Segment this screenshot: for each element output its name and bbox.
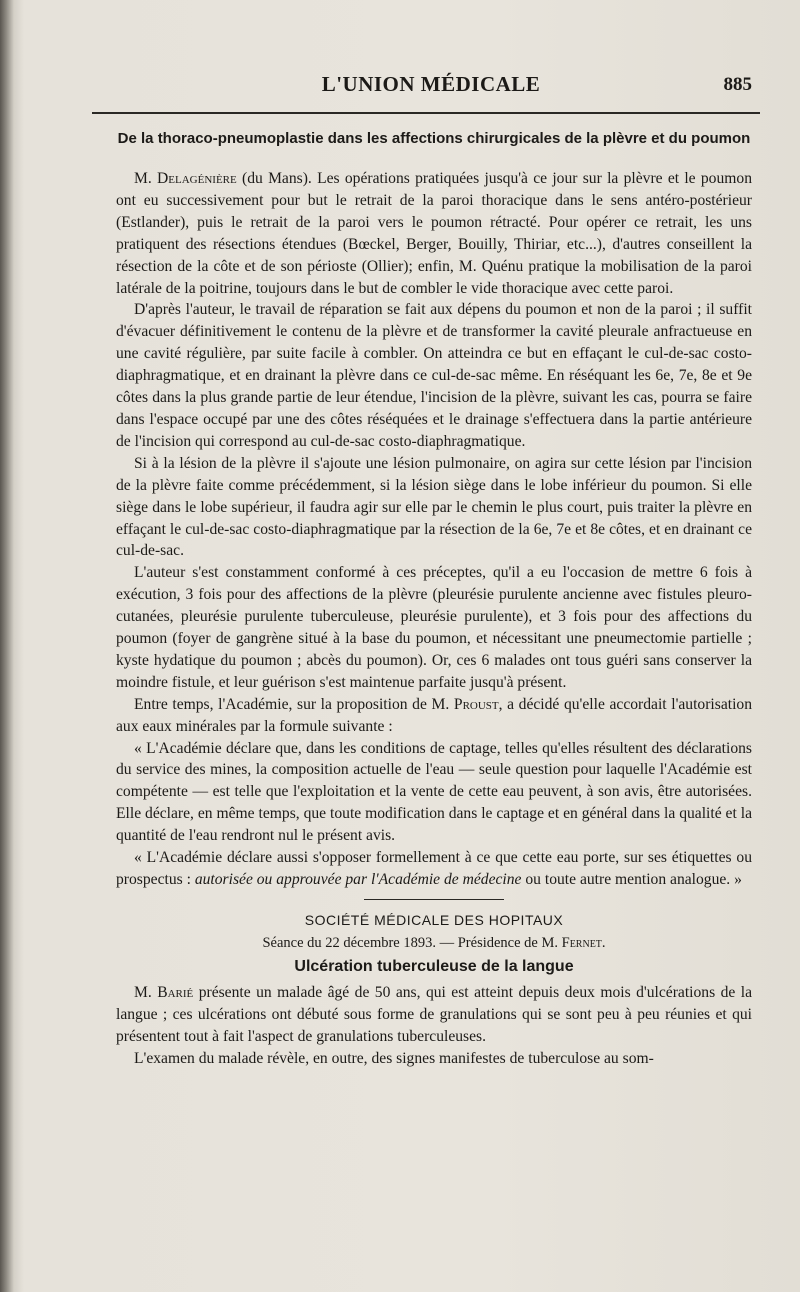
section-heading: SOCIÉTÉ MÉDICALE DES HOPITAUX (304, 911, 564, 928)
seance-text: Séance du 22 décembre 1893. — Présidence de M. (262, 934, 562, 951)
page-number: 885 (723, 74, 752, 95)
paragraph-text: ou toute autre mention analogue. » (521, 871, 742, 888)
article-paragraph-7 (116, 847, 752, 891)
society-paragraph-2: L'examen du malade révèle, en outre, des signes manifestes de tuberculose au som- (134, 1049, 654, 1067)
paragraph-text: (du Mans). Les opérations pratiquées jusqu'à ce jour sur la plèvre et le poumon ont eu successivement pour but le retrait de la paroi thoracique dans le sens antéro-postérieur (Estlander), puis le retrait de la paroi vers le poumon rétracté. Pour opérer ce retrait, les uns pratiquent des résections étendues (Bœckel, Berger, Bouilly, Thiriar, etc...), d'autres conseillent la résection de la côte et de son périoste (Ollier); enfin, M. Quénu pratique la mobilisation de la paroi latérale de la poitrine, toujours dans le but de combler le vide thoracique avec cette paroi. (116, 170, 752, 297)
article-title: De la thoraco-pneumoplastie dans les affections chirurgicales de la plèvre et du poumon (117, 130, 751, 147)
article-paragraph-1 (116, 168, 752, 299)
article-paragraph-4: L'auteur s'est constamment conformé à ces préceptes, qu'il a eu l'occasion de mettre 6 fois à exécution, 3 fois pour des affections de la plèvre (pleurésie purulente ancienne avec fistules pleuro-cutanées, pleurésie purulente tuberculeuse, pleurésie purulente), et 3 fois pour des affections du poumon (foyer de gangrène situé à la base du poumon, et nécessitant une pneumectomie partielle ; kyste hydatique du poumon ; abcès du poumon). Or, ces 6 malades ont tous guéri sans conserver la moindre fistule, et leur guérison s'est maintenue parfaite jusqu'à présent. (116, 564, 752, 691)
header-rule (92, 112, 760, 114)
paragraph-text: « L'Académie déclare aussi s'opposer formellement à ce que cette eau porte, sur ses étiquettes ou prospectus : (116, 849, 752, 888)
quoted-mention: autorisée ou approuvée par l'Académie de médecine (194, 871, 522, 888)
page-body (116, 128, 752, 1070)
journal-title: L'UNION MÉDICALE (321, 72, 541, 96)
author-name: M. Delagénière (134, 170, 237, 187)
paragraph-text: Entre temps, l'Académie, sur la proposition de M. (134, 695, 454, 713)
article-paragraph-2: D'après l'auteur, le travail de réparation se fait aux dépens du poumon et non de la paroi ; il suffit d'évacuer définitivement le contenu de la plèvre et de transformer la cavité pleurale anfractueuse en une cavité régulière, par suite facile à combler. On atteindra ce but en effaçant le cul-de-sac costo-diaphragmatique, et en drainant la plèvre dans ce cul-de-sac même. En réséquant les 6e, 7e, 8e et 9e côtes dans la plus grande partie de leur étendue, l'incision de la plèvre, suivant les cas, pourra se faire dans l'espace occupé par une des côtes réséquées et le drainage s'effectuera dans la partie antérieure de l'incision qui correspond au cul-de-sac costo-diaphragmatique. (116, 301, 752, 450)
president-name: Fernet (561, 934, 602, 951)
paragraph-text: présente un malade âgé de 50 ans, qui est atteint depuis deux mois d'ulcérations de la langue ; ces ulcérations ont débuté sous forme de granulations qui se sont peu à peu réunies et qui présentent tout à fait l'aspect de granulations tuberculeuses. (116, 983, 752, 1045)
person-name: Proust (453, 695, 499, 713)
paragraph-text: , a décidé qu'elle accordait l'autorisation aux eaux minérales par la formule suivante : (116, 695, 753, 735)
section-separator (364, 899, 504, 900)
running-head (110, 72, 752, 102)
presenter-name: M. Barié (134, 983, 194, 1001)
society-paragraph-1 (116, 982, 752, 1048)
article-paragraph-6: « L'Académie déclare que, dans les conditions de captage, telles qu'elles résultent des déclarations du service des mines, la composition actuelle de l'eau — seule question pour laquelle l'Académie est compétente — est telle que l'exploitation et la vente de cette eau peuvent, à son avis, être autorisées. Elle déclare, en même temps, que toute modification dans le captage et en général dans la qualité et la quantité de l'eau rendront nul le présent avis. (116, 739, 752, 845)
section-subtitle: Ulcération tuberculeuse de la langue (294, 957, 574, 975)
article-paragraph-5 (116, 694, 752, 738)
seance-line (116, 932, 752, 954)
article-paragraph-3: Si à la lésion de la plèvre il s'ajoute une lésion pulmonaire, on agira sur cette lésion par l'incision de la plèvre faite comme précédemment, si la lésion siège dans le lobe inférieur du poumon. Si elle siège dans le lobe supérieur, il faudra agir sur elle par le chemin le plus court, puis traiter la plèvre en effaçant le cul-de-sac costo-diaphragmatique par la résection de la 6e, 7e et 8e côtes, et en drainant ce cul-de-sac. (116, 454, 752, 560)
seance-text: . (601, 934, 606, 951)
